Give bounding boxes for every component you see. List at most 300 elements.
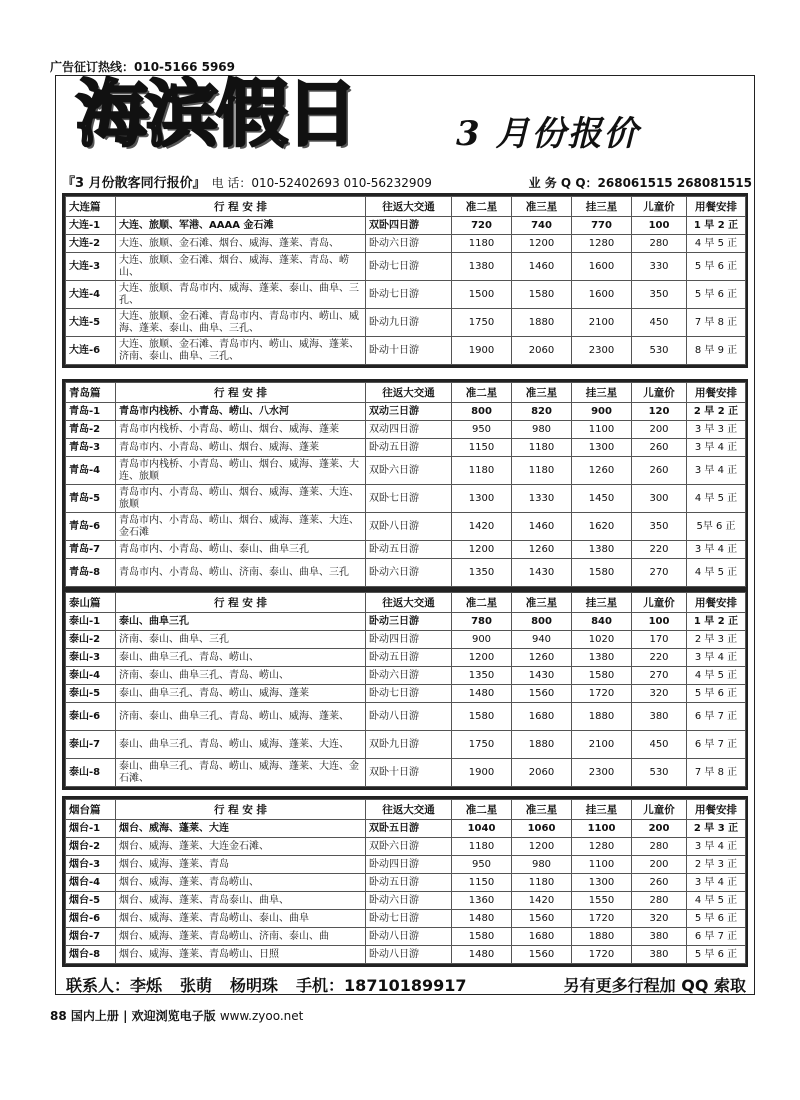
price-table xyxy=(65,382,746,587)
col-three-star-listed: 挂三星 xyxy=(572,197,632,217)
route-code: 烟台-8 xyxy=(66,946,116,964)
more-routes-note: 另有更多行程加 QQ 索取 xyxy=(563,976,746,995)
table-row xyxy=(66,559,746,587)
route-code: 烟台-6 xyxy=(66,910,116,928)
section-1 xyxy=(62,193,748,368)
route-code: 青岛-5 xyxy=(66,485,116,513)
route-code: 泰山-3 xyxy=(66,649,116,667)
page-number: 88 xyxy=(50,1009,67,1023)
route-desc: 青岛市内栈桥、小青岛、崂山、烟台、威海、蓬莱、大连、旅顺 xyxy=(116,457,366,485)
price-two-star: 1480 xyxy=(452,910,512,928)
route-code: 烟台-1 xyxy=(66,820,116,838)
price-three-star-listed: 1380 xyxy=(572,541,632,559)
section-name: 烟台篇 xyxy=(66,800,116,820)
price-three-star-listed: 770 xyxy=(572,217,632,235)
route-desc: 泰山、曲阜三孔、青岛、崂山、威海、蓬莱 xyxy=(116,685,366,703)
price-child: 450 xyxy=(632,309,687,337)
price-child: 320 xyxy=(632,685,687,703)
table-row xyxy=(66,309,746,337)
route-code: 泰山-4 xyxy=(66,667,116,685)
price-table xyxy=(65,799,746,964)
col-transport: 往返大交通 xyxy=(366,800,452,820)
route-desc: 青岛市内、小青岛、崂山、烟台、威海、蓬莱 xyxy=(116,439,366,457)
contact-line xyxy=(62,172,752,191)
meal-plan: 6 早 7 正 xyxy=(687,703,746,731)
route-code: 烟台-3 xyxy=(66,856,116,874)
month-price-title: 3 月份报价 xyxy=(456,114,640,154)
route-code: 青岛-6 xyxy=(66,513,116,541)
price-three-star-listed: 1280 xyxy=(572,235,632,253)
route-code: 青岛-7 xyxy=(66,541,116,559)
mobile-number: 手机：18710189917 xyxy=(296,976,467,995)
meal-plan: 7 早 8 正 xyxy=(687,309,746,337)
price-two-star: 1040 xyxy=(452,820,512,838)
price-three-star-listed: 1280 xyxy=(572,838,632,856)
meal-plan: 4 早 5 正 xyxy=(687,667,746,685)
price-three-star: 1330 xyxy=(512,485,572,513)
meal-plan: 4 早 5 正 xyxy=(687,559,746,587)
price-child: 270 xyxy=(632,559,687,587)
route-desc: 烟台、威海、蓬莱、青岛崂山、泰山、曲阜 xyxy=(116,910,366,928)
route-desc: 烟台、威海、蓬莱、青岛崂山、济南、泰山、曲 xyxy=(116,928,366,946)
price-two-star: 1350 xyxy=(452,667,512,685)
price-child: 530 xyxy=(632,759,687,787)
price-three-star: 2060 xyxy=(512,759,572,787)
route-desc: 大连、旅顺、金石滩、烟台、威海、蓬莱、青岛、崂山、 xyxy=(116,253,366,281)
col-three-star: 准三星 xyxy=(512,593,572,613)
meal-plan: 6 早 7 正 xyxy=(687,928,746,946)
meal-plan: 4 早 5 正 xyxy=(687,485,746,513)
header xyxy=(56,71,754,168)
price-two-star: 1350 xyxy=(452,559,512,587)
price-three-star-listed: 1450 xyxy=(572,485,632,513)
route-transport: 双卧五日游 xyxy=(366,820,452,838)
price-three-star-listed: 1100 xyxy=(572,421,632,439)
meal-plan: 3 早 4 正 xyxy=(687,874,746,892)
table-row xyxy=(66,892,746,910)
route-code: 大连-4 xyxy=(66,281,116,309)
route-transport: 卧动十日游 xyxy=(366,337,452,365)
price-two-star: 950 xyxy=(452,421,512,439)
price-two-star: 1380 xyxy=(452,253,512,281)
price-three-star: 1430 xyxy=(512,667,572,685)
meal-plan: 6 早 7 正 xyxy=(687,731,746,759)
route-desc: 烟台、威海、蓬莱、大连 xyxy=(116,820,366,838)
price-three-star-listed: 1260 xyxy=(572,457,632,485)
table-header-row xyxy=(66,800,746,820)
footer-url[interactable]: www.zyoo.net xyxy=(219,1009,304,1023)
section-3 xyxy=(62,589,748,790)
price-three-star-listed: 1300 xyxy=(572,874,632,892)
contact-person-3: 杨明珠 xyxy=(230,976,279,995)
route-transport: 双卧六日游 xyxy=(366,457,452,485)
table-row xyxy=(66,667,746,685)
route-code: 泰山-2 xyxy=(66,631,116,649)
route-desc: 烟台、威海、蓬莱、青岛 xyxy=(116,856,366,874)
price-child: 380 xyxy=(632,928,687,946)
col-meals: 用餐安排 xyxy=(687,383,746,403)
route-transport: 卧动八日游 xyxy=(366,928,452,946)
price-child: 100 xyxy=(632,217,687,235)
route-transport: 卧动五日游 xyxy=(366,649,452,667)
price-table xyxy=(65,196,746,365)
meal-plan: 2 早 2 正 xyxy=(687,403,746,421)
col-route: 行 程 安 排 xyxy=(116,800,366,820)
meal-plan: 4 早 5 正 xyxy=(687,235,746,253)
table-header-row xyxy=(66,593,746,613)
table-row xyxy=(66,485,746,513)
price-two-star: 1200 xyxy=(452,541,512,559)
table-row xyxy=(66,235,746,253)
route-code: 泰山-7 xyxy=(66,731,116,759)
table-row xyxy=(66,541,746,559)
route-transport: 卧动四日游 xyxy=(366,856,452,874)
route-code: 青岛-8 xyxy=(66,559,116,587)
section-name: 青岛篇 xyxy=(66,383,116,403)
price-tag: 『3 月份散客同行报价』 xyxy=(62,176,206,191)
price-three-star: 1560 xyxy=(512,946,572,964)
col-route: 行 程 安 排 xyxy=(116,383,366,403)
route-desc: 烟台、威海、蓬莱、青岛崂山、 xyxy=(116,874,366,892)
price-three-star: 1430 xyxy=(512,559,572,587)
col-three-star-listed: 挂三星 xyxy=(572,800,632,820)
section-2 xyxy=(62,379,748,590)
route-desc: 青岛市内、小青岛、崂山、济南、泰山、曲阜、三孔 xyxy=(116,559,366,587)
route-desc: 大连、旅顺、金石滩、青岛市内、崂山、威海、蓬莱、济南、泰山、曲阜、三孔、 xyxy=(116,337,366,365)
route-transport: 卧动八日游 xyxy=(366,946,452,964)
price-two-star: 900 xyxy=(452,631,512,649)
route-transport: 卧动七日游 xyxy=(366,253,452,281)
col-child: 儿童价 xyxy=(632,800,687,820)
route-desc: 烟台、威海、蓬莱、青岛崂山、日照 xyxy=(116,946,366,964)
col-meals: 用餐安排 xyxy=(687,800,746,820)
meal-plan: 3 早 4 正 xyxy=(687,649,746,667)
route-desc: 青岛市内、小青岛、崂山、烟台、威海、蓬莱、大连、旅顺 xyxy=(116,485,366,513)
table-row xyxy=(66,928,746,946)
table-row xyxy=(66,838,746,856)
route-transport: 卧动五日游 xyxy=(366,439,452,457)
route-desc: 大连、旅顺、军港、AAAA 金石滩 xyxy=(116,217,366,235)
section-4 xyxy=(62,796,748,967)
price-child: 330 xyxy=(632,253,687,281)
route-code: 烟台-4 xyxy=(66,874,116,892)
route-desc: 青岛市内、小青岛、崂山、烟台、威海、蓬莱、大连、金石滩 xyxy=(116,513,366,541)
price-two-star: 950 xyxy=(452,856,512,874)
table-row xyxy=(66,457,746,485)
price-two-star: 1180 xyxy=(452,457,512,485)
price-three-star: 940 xyxy=(512,631,572,649)
route-code: 大连-3 xyxy=(66,253,116,281)
price-three-star-listed: 2100 xyxy=(572,309,632,337)
qq-numbers: 业 务 Q Q：268061515 268081515 xyxy=(528,176,752,190)
route-desc: 大连、旅顺、青岛市内、威海、蓬莱、泰山、曲阜、三孔、 xyxy=(116,281,366,309)
route-transport: 卧动五日游 xyxy=(366,541,452,559)
route-code: 大连-2 xyxy=(66,235,116,253)
price-three-star-listed: 1600 xyxy=(572,281,632,309)
route-code: 烟台-2 xyxy=(66,838,116,856)
price-two-star: 1480 xyxy=(452,946,512,964)
price-child: 170 xyxy=(632,631,687,649)
meal-plan: 3 早 4 正 xyxy=(687,838,746,856)
route-code: 烟台-7 xyxy=(66,928,116,946)
route-desc: 青岛市内栈桥、小青岛、崂山、八水河 xyxy=(116,403,366,421)
price-three-star: 1260 xyxy=(512,541,572,559)
route-transport: 卧动六日游 xyxy=(366,559,452,587)
table-row xyxy=(66,337,746,365)
col-child: 儿童价 xyxy=(632,593,687,613)
table-row xyxy=(66,685,746,703)
price-three-star-listed: 840 xyxy=(572,613,632,631)
price-child: 260 xyxy=(632,874,687,892)
price-child: 100 xyxy=(632,613,687,631)
section-name: 泰山篇 xyxy=(66,593,116,613)
col-three-star-listed: 挂三星 xyxy=(572,593,632,613)
route-transport: 卧动八日游 xyxy=(366,703,452,731)
price-two-star: 1500 xyxy=(452,281,512,309)
route-code: 青岛-3 xyxy=(66,439,116,457)
price-two-star: 1150 xyxy=(452,439,512,457)
price-child: 270 xyxy=(632,667,687,685)
price-two-star: 1900 xyxy=(452,759,512,787)
price-three-star: 800 xyxy=(512,613,572,631)
route-code: 大连-5 xyxy=(66,309,116,337)
price-three-star: 1560 xyxy=(512,910,572,928)
route-desc: 济南、泰山、曲阜三孔、青岛、崂山、威海、蓬莱、 xyxy=(116,703,366,731)
route-code: 泰山-1 xyxy=(66,613,116,631)
route-desc: 泰山、曲阜三孔、青岛、崂山、 xyxy=(116,649,366,667)
table-row xyxy=(66,403,746,421)
route-transport: 卧动六日游 xyxy=(366,892,452,910)
route-transport: 双卧八日游 xyxy=(366,513,452,541)
table-row xyxy=(66,281,746,309)
route-desc: 大连、旅顺、金石滩、烟台、威海、蓬莱、青岛、 xyxy=(116,235,366,253)
price-child: 280 xyxy=(632,838,687,856)
price-three-star-listed: 1880 xyxy=(572,928,632,946)
price-three-star: 1200 xyxy=(512,235,572,253)
price-child: 200 xyxy=(632,820,687,838)
price-three-star-listed: 2300 xyxy=(572,759,632,787)
price-two-star: 1300 xyxy=(452,485,512,513)
price-two-star: 1580 xyxy=(452,928,512,946)
table-row xyxy=(66,217,746,235)
col-child: 儿童价 xyxy=(632,197,687,217)
price-child: 320 xyxy=(632,910,687,928)
price-two-star: 1750 xyxy=(452,731,512,759)
table-row xyxy=(66,820,746,838)
col-two-star: 准二星 xyxy=(452,197,512,217)
price-three-star-listed: 900 xyxy=(572,403,632,421)
route-code: 青岛-2 xyxy=(66,421,116,439)
price-three-star: 1180 xyxy=(512,874,572,892)
route-desc: 泰山、曲阜三孔、青岛、崂山、威海、蓬莱、大连、 xyxy=(116,731,366,759)
col-route: 行 程 安 排 xyxy=(116,197,366,217)
price-three-star-listed: 1620 xyxy=(572,513,632,541)
route-code: 青岛-1 xyxy=(66,403,116,421)
route-transport: 双卧六日游 xyxy=(366,838,452,856)
route-transport: 卧动六日游 xyxy=(366,235,452,253)
price-three-star: 1880 xyxy=(512,309,572,337)
price-three-star-listed: 1580 xyxy=(572,667,632,685)
price-three-star: 1460 xyxy=(512,513,572,541)
contact-person: 联系人：李烁 xyxy=(66,976,163,995)
price-three-star-listed: 1100 xyxy=(572,856,632,874)
table-row xyxy=(66,649,746,667)
meal-plan: 2 早 3 正 xyxy=(687,820,746,838)
meal-plan: 4 早 5 正 xyxy=(687,892,746,910)
route-transport: 卧动六日游 xyxy=(366,667,452,685)
price-three-star-listed: 1880 xyxy=(572,703,632,731)
route-code: 大连-1 xyxy=(66,217,116,235)
price-child: 200 xyxy=(632,421,687,439)
col-three-star: 准三星 xyxy=(512,197,572,217)
price-child: 300 xyxy=(632,485,687,513)
price-three-star: 1580 xyxy=(512,281,572,309)
col-two-star: 准二星 xyxy=(452,383,512,403)
route-desc: 大连、旅顺、金石滩、青岛市内、青岛市内、崂山、威海、蓬莱、泰山、曲阜、三孔、 xyxy=(116,309,366,337)
meal-plan: 5 早 6 正 xyxy=(687,253,746,281)
col-route: 行 程 安 排 xyxy=(116,593,366,613)
price-child: 350 xyxy=(632,513,687,541)
price-two-star: 800 xyxy=(452,403,512,421)
price-two-star: 1580 xyxy=(452,703,512,731)
table-row xyxy=(66,631,746,649)
price-child: 450 xyxy=(632,731,687,759)
price-two-star: 1750 xyxy=(452,309,512,337)
price-sheet xyxy=(55,71,755,995)
table-header-row xyxy=(66,383,746,403)
price-three-star: 1680 xyxy=(512,703,572,731)
col-two-star: 准二星 xyxy=(452,593,512,613)
table-row xyxy=(66,439,746,457)
route-code: 泰山-5 xyxy=(66,685,116,703)
meal-plan: 3 早 4 正 xyxy=(687,457,746,485)
price-two-star: 1180 xyxy=(452,235,512,253)
price-three-star-listed: 1380 xyxy=(572,649,632,667)
price-three-star-listed: 1100 xyxy=(572,820,632,838)
section-name: 大连篇 xyxy=(66,197,116,217)
table-row xyxy=(66,613,746,631)
col-meals: 用餐安排 xyxy=(687,593,746,613)
route-code: 泰山-8 xyxy=(66,759,116,787)
table-row xyxy=(66,759,746,787)
table-header-row xyxy=(66,197,746,217)
price-two-star: 780 xyxy=(452,613,512,631)
price-child: 350 xyxy=(632,281,687,309)
col-two-star: 准二星 xyxy=(452,800,512,820)
table-row xyxy=(66,703,746,731)
meal-plan: 5 早 6 正 xyxy=(687,910,746,928)
price-two-star: 1360 xyxy=(452,892,512,910)
price-three-star: 820 xyxy=(512,403,572,421)
meal-plan: 3 早 3 正 xyxy=(687,421,746,439)
price-three-star-listed: 1720 xyxy=(572,910,632,928)
price-three-star: 1060 xyxy=(512,820,572,838)
phone-numbers: 电 话：010-52402693 010-56232909 xyxy=(211,176,432,190)
route-transport: 卧动七日游 xyxy=(366,281,452,309)
price-child: 220 xyxy=(632,649,687,667)
table-row xyxy=(66,910,746,928)
price-three-star: 2060 xyxy=(512,337,572,365)
price-three-star-listed: 1720 xyxy=(572,946,632,964)
meal-plan: 3 早 4 正 xyxy=(687,439,746,457)
col-transport: 往返大交通 xyxy=(366,197,452,217)
price-child: 530 xyxy=(632,337,687,365)
price-three-star-listed: 1020 xyxy=(572,631,632,649)
meal-plan: 2 早 3 正 xyxy=(687,856,746,874)
route-transport: 双卧七日游 xyxy=(366,485,452,513)
route-transport: 卧动四日游 xyxy=(366,631,452,649)
price-three-star-listed: 1720 xyxy=(572,685,632,703)
table-row xyxy=(66,946,746,964)
price-child: 220 xyxy=(632,541,687,559)
ad-hotline: 广告征订热线：010-5166 5969 xyxy=(50,60,236,74)
price-child: 380 xyxy=(632,703,687,731)
col-three-star: 准三星 xyxy=(512,800,572,820)
price-three-star: 1420 xyxy=(512,892,572,910)
route-transport: 双卧十日游 xyxy=(366,759,452,787)
table-row xyxy=(66,421,746,439)
table-row xyxy=(66,731,746,759)
table-row xyxy=(66,513,746,541)
meal-plan: 5 早 6 正 xyxy=(687,946,746,964)
price-three-star-listed: 1600 xyxy=(572,253,632,281)
route-transport: 卧动七日游 xyxy=(366,910,452,928)
meal-plan: 1 早 2 正 xyxy=(687,217,746,235)
price-child: 260 xyxy=(632,457,687,485)
route-transport: 双卧四日游 xyxy=(366,217,452,235)
col-transport: 往返大交通 xyxy=(366,383,452,403)
price-two-star: 1900 xyxy=(452,337,512,365)
route-desc: 青岛市内栈桥、小青岛、崂山、烟台、威海、蓬莱 xyxy=(116,421,366,439)
table-row xyxy=(66,874,746,892)
route-transport: 双卧九日游 xyxy=(366,731,452,759)
price-child: 120 xyxy=(632,403,687,421)
route-transport: 卧动九日游 xyxy=(366,309,452,337)
contact-person-2: 张萌 xyxy=(180,976,213,995)
price-three-star: 1180 xyxy=(512,439,572,457)
route-transport: 双动四日游 xyxy=(366,421,452,439)
page-footer xyxy=(50,1007,303,1024)
meal-plan: 1 早 2 正 xyxy=(687,613,746,631)
col-child: 儿童价 xyxy=(632,383,687,403)
price-three-star-listed: 1580 xyxy=(572,559,632,587)
col-meals: 用餐安排 xyxy=(687,197,746,217)
route-desc: 泰山、曲阜三孔、青岛、崂山、威海、蓬莱、大连、金石滩、 xyxy=(116,759,366,787)
price-child: 380 xyxy=(632,946,687,964)
footer-contact xyxy=(66,973,746,996)
route-desc: 烟台、威海、蓬莱、青岛泰山、曲阜、 xyxy=(116,892,366,910)
meal-plan: 5 早 6 正 xyxy=(687,685,746,703)
route-transport: 卧动三日游 xyxy=(366,613,452,631)
table-row xyxy=(66,253,746,281)
route-code: 青岛-4 xyxy=(66,457,116,485)
route-code: 泰山-6 xyxy=(66,703,116,731)
col-three-star: 准三星 xyxy=(512,383,572,403)
price-child: 260 xyxy=(632,439,687,457)
route-transport: 卧动七日游 xyxy=(366,685,452,703)
meal-plan: 5早 6 正 xyxy=(687,513,746,541)
price-two-star: 1180 xyxy=(452,838,512,856)
route-desc: 青岛市内、小青岛、崂山、泰山、曲阜三孔 xyxy=(116,541,366,559)
price-three-star: 1560 xyxy=(512,685,572,703)
price-child: 280 xyxy=(632,892,687,910)
brand-title: 海滨假日 xyxy=(76,71,357,156)
route-transport: 双动三日游 xyxy=(366,403,452,421)
route-transport: 卧动五日游 xyxy=(366,874,452,892)
price-two-star: 1150 xyxy=(452,874,512,892)
table-row xyxy=(66,856,746,874)
price-two-star: 1420 xyxy=(452,513,512,541)
